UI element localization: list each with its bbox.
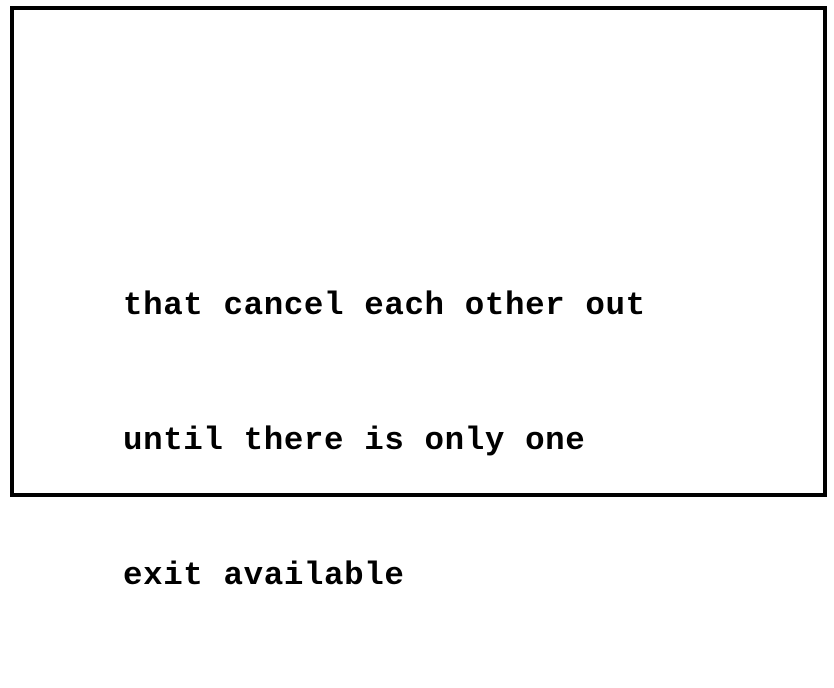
text-block (123, 193, 646, 688)
bordered-frame (10, 6, 827, 594)
text-line-3: exit available (123, 557, 405, 594)
text-line-1: that cancel each other out (123, 287, 646, 324)
text-line-2: until there is only one (123, 422, 586, 459)
